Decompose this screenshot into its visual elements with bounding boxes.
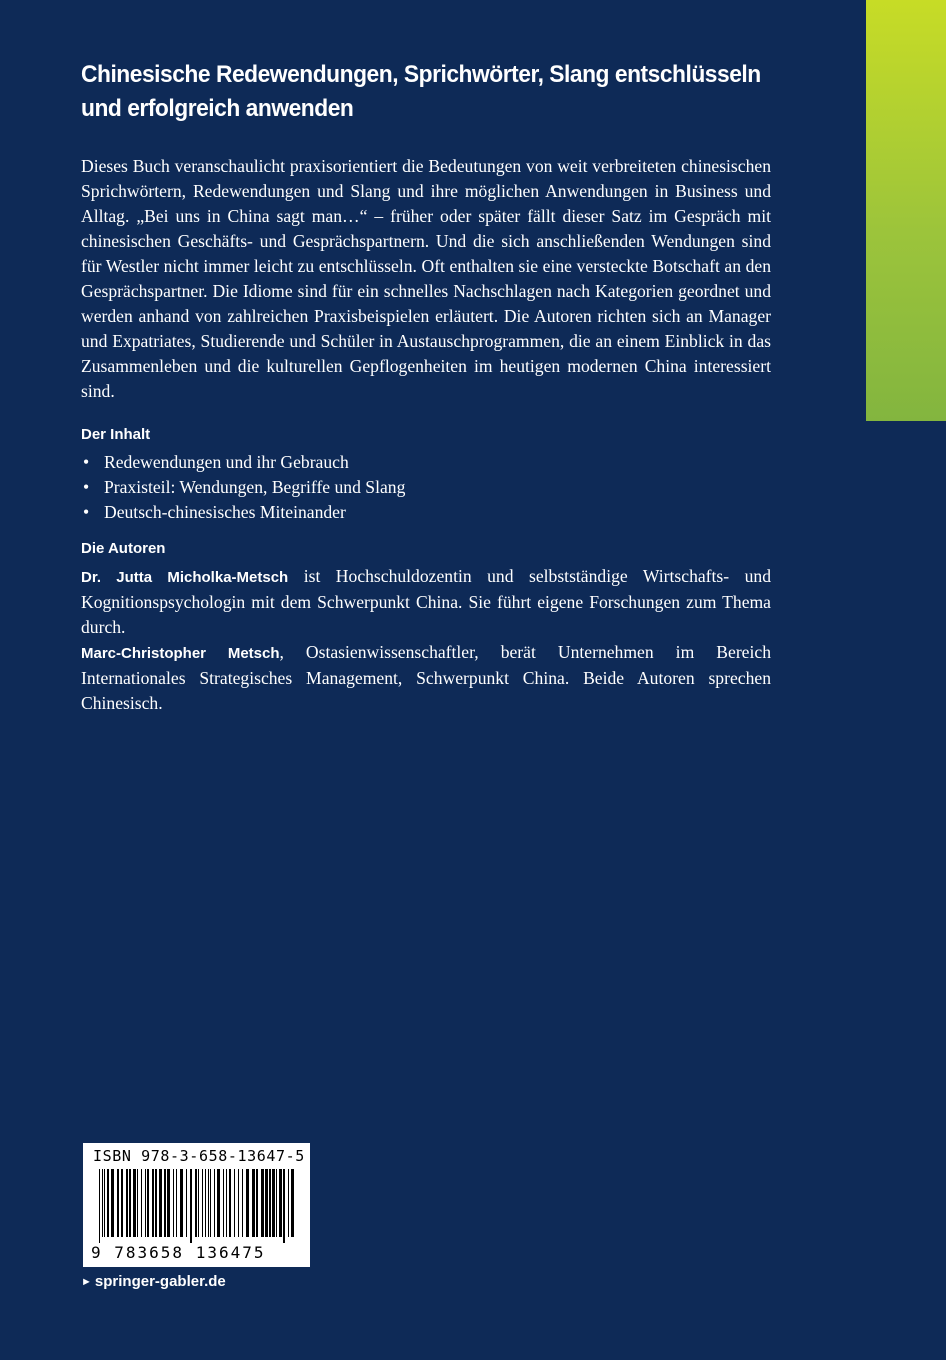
list-item-text: Deutsch-chinesisches Miteinander: [104, 502, 346, 522]
list-item: [81, 475, 771, 500]
bullet-icon: •: [83, 477, 90, 497]
barcode-bar: [126, 1169, 128, 1237]
barcode-bar: [269, 1169, 271, 1237]
arrow-right-icon: ►: [81, 1275, 92, 1288]
barcode-bar: [180, 1169, 183, 1237]
section-die-autoren: [81, 539, 771, 716]
barcode-bar: [141, 1169, 142, 1237]
barcode-bar: [152, 1169, 154, 1237]
barcode-bar: [147, 1169, 149, 1237]
barcode-bar: [129, 1169, 131, 1237]
list-item-text: Redewendungen und ihr Gebrauch: [104, 452, 349, 472]
list-item: [81, 450, 771, 475]
barcode-bar: [210, 1169, 211, 1237]
barcode-bar: [133, 1169, 136, 1237]
barcode-bar: [145, 1169, 146, 1237]
content-list: [81, 450, 771, 525]
barcode-bar: [283, 1169, 285, 1243]
section-heading-inhalt: Der Inhalt: [81, 426, 151, 443]
barcode-bar: [159, 1169, 162, 1237]
barcode-bar: [214, 1169, 215, 1237]
intro-paragraph: Dieses Buch veranschaulicht praxisorientiert die Bedeutungen von weit verbreiteten chinesischen Sprichwörtern, Redewendungen und Slang und ihre möglichen Anwendungen in Business und Alltag. „Bei uns in China sagt man…“ – früher oder später fällt dieser Satz im Gespräch mit chinesischen Geschäfts- und Gesprächspartnern. Und die sich anschließenden Wendungen sind für Westler nicht immer leicht zu entschlüsseln. Oft enthalten sie eine versteckte Botschaft an den Gesprächspartner. Die Idiome sind für ein schnelles Nachschlagen nach Kategorien geordnet und werden anhand von zahlreichen Praxisbeispielen erläutert. Die Autoren richten sich an Manager und Expatriates, Studierende und Schüler in Austauschprogrammen, die an einem Einblick in das Zusammenleben und die kulturellen Gepflogenheiten im heutigen modernen China interessiert sind.: [81, 156, 771, 401]
list-item-text: Praxisteil: Wendungen, Begriffe und Slang: [104, 477, 406, 497]
barcode-bar: [102, 1169, 103, 1237]
isbn-label: ISBN 978-3-658-13647-5: [93, 1147, 305, 1165]
author-description: , Ostasienwissenschaftler, berät Unternehmen im Bereich Internationales Strategisches Management, Schwerpunkt China. Beide Autoren sprechen Chinesisch.: [81, 642, 771, 713]
barcode-bar: [117, 1169, 119, 1237]
barcode-bar: [261, 1169, 264, 1237]
author-description: ist Hochschuldozentin und selbstständige Wirtschafts- und Kognitionspsychologin mit dem Schwerpunkt China. Sie führt eigene Forschungen zum Thema durch.: [81, 566, 771, 637]
book-headline: Chinesische Redewendungen, Sprichwörter, Slang entschlüsseln und erfolgreich anwenden: [81, 61, 761, 122]
bullet-icon: •: [83, 452, 90, 472]
barcode-bar: [176, 1169, 177, 1237]
barcode-icon: [95, 1169, 298, 1243]
barcode-bar: [195, 1169, 197, 1237]
publisher-link[interactable]: [81, 1273, 226, 1290]
barcode-bar: [229, 1169, 231, 1237]
bullet-icon: •: [83, 502, 90, 522]
barcode-bar: [226, 1169, 227, 1237]
isbn-barcode: [83, 1143, 310, 1267]
barcode-bar: [198, 1169, 199, 1237]
barcode-bar: [164, 1169, 166, 1237]
barcode-bar: [167, 1169, 170, 1237]
barcode-bar: [186, 1169, 187, 1237]
barcode-bar: [202, 1169, 203, 1237]
back-cover-content: [81, 58, 771, 716]
barcode-bar: [223, 1169, 224, 1237]
barcode-bar: [256, 1169, 258, 1237]
barcode-bar: [155, 1169, 157, 1237]
barcode-bar: [272, 1169, 275, 1237]
barcode-bar: [288, 1169, 289, 1237]
barcode-digits: 9 783658 136475: [91, 1243, 266, 1262]
green-accent-bar: [866, 0, 946, 421]
barcode-bar: [205, 1169, 206, 1237]
barcode-bar: [217, 1169, 220, 1237]
author-bio: [81, 640, 771, 716]
barcode-bar: [242, 1169, 243, 1237]
barcode-bar: [190, 1169, 192, 1243]
publisher-url: springer-gabler.de: [94, 1273, 226, 1290]
barcode-bar: [104, 1169, 105, 1237]
section-heading-autoren: Die Autoren: [81, 540, 166, 557]
section-der-inhalt: [81, 425, 771, 525]
barcode-bar: [238, 1169, 239, 1237]
author-name: Marc-Christopher Metsch: [81, 645, 280, 662]
barcode-bar: [111, 1169, 114, 1237]
barcode-bar: [137, 1169, 138, 1237]
barcode-bar: [121, 1169, 123, 1237]
barcode-bar: [279, 1169, 282, 1237]
author-bio: [81, 564, 771, 640]
barcode-bar: [173, 1169, 174, 1237]
barcode-bar: [252, 1169, 255, 1237]
author-name: Dr. Jutta Micholka-Metsch: [81, 569, 289, 586]
barcode-bar: [265, 1169, 268, 1237]
barcode-bar: [107, 1169, 109, 1237]
barcode-bar: [208, 1169, 209, 1237]
barcode-bar: [291, 1169, 294, 1237]
barcode-bar: [234, 1169, 235, 1237]
barcode-bar: [99, 1169, 100, 1243]
barcode-bar: [276, 1169, 277, 1237]
barcode-bar: [246, 1169, 249, 1237]
list-item: [81, 500, 771, 525]
